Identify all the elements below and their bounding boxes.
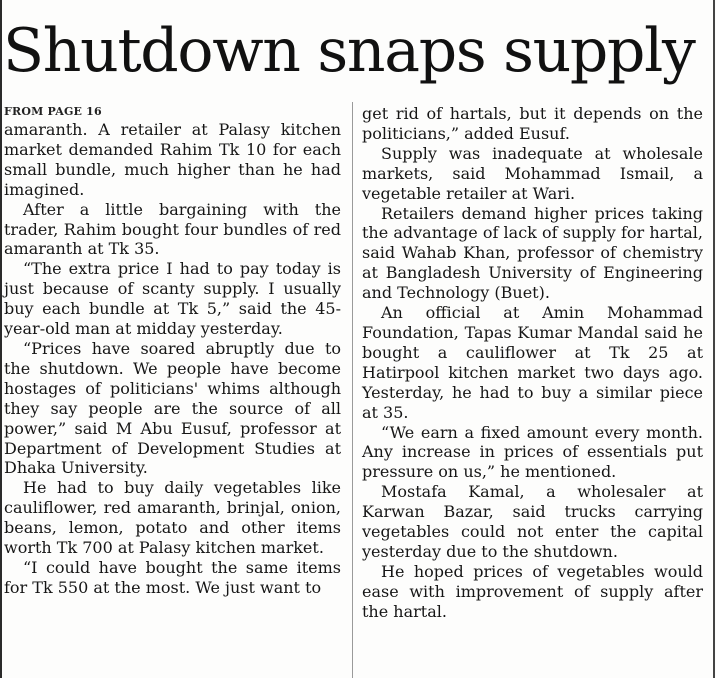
paragraph: “The extra price I had to pay today is just because of scanty supply. I usually buy each bundle at Tk 5,” said the 45-year-old man at midday yesterday. — [4, 259, 341, 339]
paragraph: “We earn a fixed amount every month. Any increase in prices of essentials put pressure on us,” he mentioned. — [362, 422, 703, 482]
paragraph: get rid of hartals, but it depends on the politicians,” added Eusuf. — [362, 104, 703, 143]
paragraph: He hoped prices of vegetables would ease with improvement of supply after the hartal. — [362, 561, 703, 621]
right-edge-rule — [713, 0, 715, 678]
paragraph: Retailers demand higher prices taking the advantage of lack of supply for hartal, said Wahab Khan, professor of chemistry at Bangladesh University of Engineering and Technology (Buet). — [362, 203, 703, 303]
paragraph: After a little bargaining with the trader, Rahim bought four bundles of red amaranth at Tk 35. — [4, 199, 341, 259]
left-column — [4, 104, 341, 598]
column-divider — [352, 102, 353, 678]
paragraph: Supply was inadequate at wholesale markets, said Mohammad Ismail, a vegetable retailer at Wari. — [362, 143, 703, 203]
paragraph: “Prices have soared abruptly due to the shutdown. We people have become hostages of politicians' whims although they say people are the source of all power,” said M Abu Eusuf, professor at Department of Development Studies at Dhaka University. — [4, 338, 341, 478]
paragraph: Mostafa Kamal, a wholesaler at Karwan Bazar, said trucks carrying vegetables could not enter the capital yesterday due to the shutdown. — [362, 482, 703, 561]
paragraph: amaranth. A retailer at Palasy kitchen market demanded Rahim Tk 10 for each small bundle, much higher than he had imagined. — [4, 120, 341, 199]
paragraph: An official at Amin Mohammad Foundation, Tapas Kumar Mandal said he bought a cauliflower at Tk 25 at Hatirpool kitchen market two days ago. Yesterday, he had to buy a similar piece at 35. — [362, 303, 703, 422]
continued-from-kicker: FROM PAGE 16 — [4, 105, 102, 118]
right-column — [362, 104, 703, 622]
headline: Shutdown snaps supply — [3, 16, 695, 86]
paragraph: He had to buy daily vegetables like cauliflower, red amaranth, brinjal, onion, beans, lemon, potato and other items worth Tk 700 at Palasy kitchen market. — [4, 478, 341, 558]
paragraph: “I could have bought the same items for Tk 550 at the most. We just want to — [4, 557, 341, 597]
left-edge-rule — [0, 0, 2, 678]
